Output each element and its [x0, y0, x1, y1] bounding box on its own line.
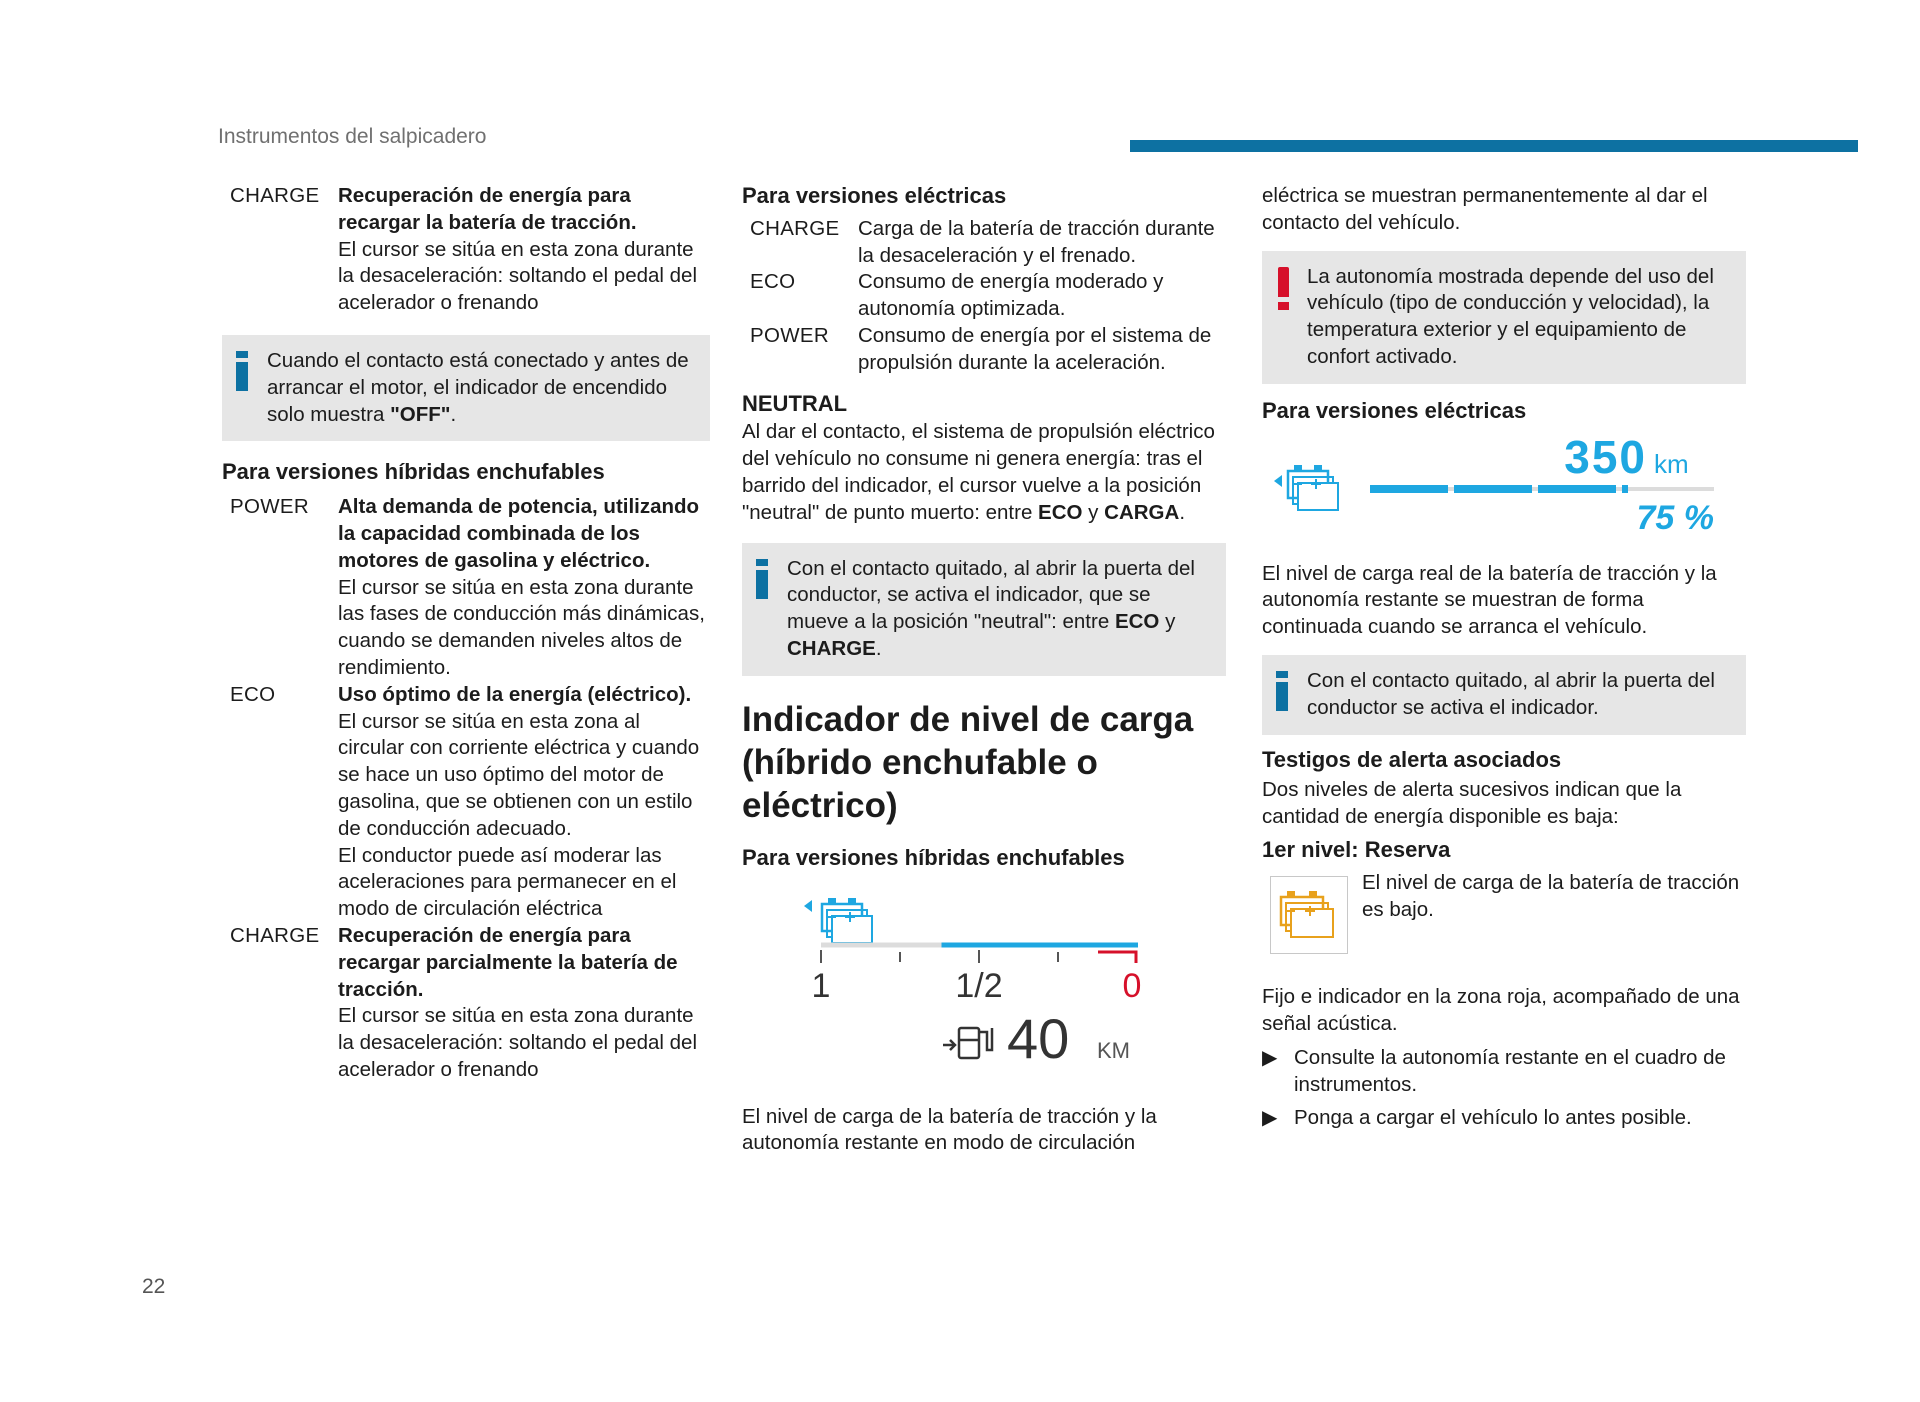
reserve-warning-lamp: [1270, 876, 1348, 954]
info-icon: [1276, 671, 1288, 711]
heading-electric-versions: Para versiones eléctricas: [742, 183, 1007, 208]
definition-term: ECO: [750, 270, 796, 294]
alerts-text: Dos niveles de alerta sucesivos indican que la cantidad de energía disponible es baja:: [1262, 778, 1682, 829]
level1-text: El nivel de carga de la batería de tracción es bajo.: [1362, 870, 1740, 921]
definition-power: [222, 494, 710, 682]
info-box: [742, 543, 1226, 676]
continued-text: eléctrica se muestran permanentemente al dar el contacto del vehículo.: [1262, 184, 1708, 234]
list-item: [1262, 1105, 1746, 1132]
heading-level1: 1er nivel: Reserva: [1262, 836, 1451, 862]
definition-eco: [222, 682, 710, 923]
definition-title: Alta demanda de potencia, utilizando la capacidad combinada de los motores de gasolina y eléctrico.: [338, 495, 700, 572]
charge-gauge-hybrid: [742, 880, 1162, 1100]
fuel-pump-icon: [943, 1028, 992, 1058]
heading-electric-versions: Para versiones eléctricas: [1262, 397, 1527, 423]
range-unit: km: [1654, 448, 1689, 479]
charge-description: El nivel de carga real de la batería de tracción y la autonomía restante se muestran de forma continuada cuando se arranca el vehículo.: [1262, 561, 1717, 639]
definition-text: El cursor se sitúa en esta zona durante la desaceleración: soltando el pedal del acelerador o frenando: [338, 1004, 698, 1081]
definition-text: El cursor se sitúa en esta zona al circular con corriente eléctrica y cuando se hace un uso óptimo del motor de gasolina, que se obtienen con un estilo de conducción adecuado.: [338, 709, 700, 840]
section-title: Indicador de nivel de carga (híbrido enchufable o eléctrico): [742, 699, 1194, 825]
gauge-range-value: 40: [1007, 1006, 1070, 1070]
definition-term: CHARGE: [750, 216, 840, 240]
definition-title: Recuperación de energía para recargar parcialmente la batería de tracción.: [338, 923, 678, 1001]
definition-row: [742, 269, 1226, 323]
definition-row: [742, 323, 1226, 377]
definition-term: CHARGE: [230, 923, 320, 947]
info-text: Con el contacto quitado, al abrir la puerta del conductor, se activa el indicador, que se mueve a la posición "neutral": entre ECO y CHARGE.: [787, 556, 1195, 660]
definition-text: Carga de la batería de tracción durante la desaceleración y el frenado.: [858, 216, 1215, 267]
bullet-list: [1262, 1045, 1746, 1131]
battery-icon: [804, 898, 872, 943]
warning-text: La autonomía mostrada depende del uso del vehículo (tipo de conducción y velocidad), la temperatura exterior y el equipamiento de confort activado.: [1307, 264, 1714, 368]
definition-text: El cursor se sitúa en esta zona durante las fases de conducción más dinámicas, cuando se demanden niveles altos de rendimiento.: [338, 575, 705, 679]
range-value: 350: [1564, 432, 1647, 483]
bullet-arrow-icon: ▶: [1262, 1047, 1278, 1070]
definition-text: Consumo de energía moderado y autonomía optimizada.: [858, 270, 1164, 321]
definition-term: CHARGE: [230, 184, 320, 207]
warning-box: [1262, 251, 1746, 384]
definition-charge: [222, 183, 710, 317]
gauge-caption: El nivel de carga de la batería de tracción y la autonomía restante en modo de circulación: [742, 1104, 1157, 1155]
column-left: [222, 183, 710, 1084]
definition-text: El cursor se sitúa en esta zona durante la desaceleración: soltando el pedal del acelerador o frenando: [338, 237, 698, 315]
column-middle: [742, 183, 1226, 1157]
info-icon: [236, 351, 248, 391]
heading-hybrid-versions: Para versiones híbridas enchufables: [742, 844, 1125, 870]
info-box: [222, 335, 710, 441]
heading-hybrid-versions: Para versiones híbridas enchufables: [222, 459, 605, 485]
definition-term: ECO: [230, 682, 276, 706]
column-right: [1262, 183, 1746, 1132]
definition-row: [742, 216, 1226, 270]
neutral-text: Al dar el contacto, el sistema de propulsión eléctrico del vehículo no consume ni genera energía: tras el barrido del indicador, el cursor vuelve a la posición "neutral" de punto muerto: entre ECO y CARGA.: [742, 420, 1215, 524]
definition-text-extra: El conductor puede así moderar las aceleraciones para permanecer en el modo de circulación eléctrica: [338, 843, 677, 921]
info-text: Con el contacto quitado, al abrir la puerta del conductor se activa el indicador.: [1307, 668, 1715, 719]
list-item-text: Ponga a cargar el vehículo lo antes posible.: [1294, 1105, 1692, 1129]
electric-definitions: [742, 216, 1226, 377]
info-text: Cuando el contacto está conectado y antes de arrancar el motor, el indicador de encendido solo muestra "OFF".: [267, 348, 689, 426]
definition-term: POWER: [230, 495, 309, 519]
gauge-label-half: 1/2: [955, 966, 1003, 1005]
list-item: [1262, 1045, 1746, 1099]
battery-icon: [1274, 465, 1338, 510]
list-item-text: Consulte la autonomía restante en el cuadro de instrumentos.: [1294, 1046, 1726, 1097]
definition-charge-partial: [222, 923, 710, 1084]
heading-alerts: Testigos de alerta asociados: [1262, 746, 1562, 772]
definition-text: Consumo de energía por el sistema de propulsión durante la aceleración.: [858, 323, 1212, 374]
page-number: 22: [142, 1275, 166, 1298]
info-icon: [756, 559, 768, 599]
battery-orange-icon: [1271, 877, 1346, 952]
gauge-label-full: 1: [811, 966, 831, 1005]
warning-icon: [1276, 267, 1290, 310]
gauge-label-empty: 0: [1122, 966, 1142, 1005]
header-accent-bar: [1130, 140, 1858, 152]
definition-term: POWER: [750, 323, 829, 347]
definition-title: Uso óptimo de la energía (eléctrico).: [338, 682, 692, 706]
bullet-arrow-icon: ▶: [1262, 1106, 1278, 1129]
heading-neutral: NEUTRAL: [742, 390, 848, 416]
gauge-reserve-zone: [1098, 952, 1136, 963]
fixed-indicator-text: Fijo e indicador en la zona roja, acompañado de una señal acústica.: [1262, 984, 1740, 1035]
info-box: [1262, 655, 1746, 735]
gauge-range-unit: KM: [1097, 1037, 1130, 1063]
definition-title: Recuperación de energía para recargar la batería de tracción.: [338, 184, 637, 234]
charge-display-electric: [1262, 433, 1732, 553]
section-header: Instrumentos del salpicadero: [218, 125, 487, 148]
level1-row: [1262, 870, 1746, 954]
charge-percent: 75 %: [1636, 498, 1714, 537]
